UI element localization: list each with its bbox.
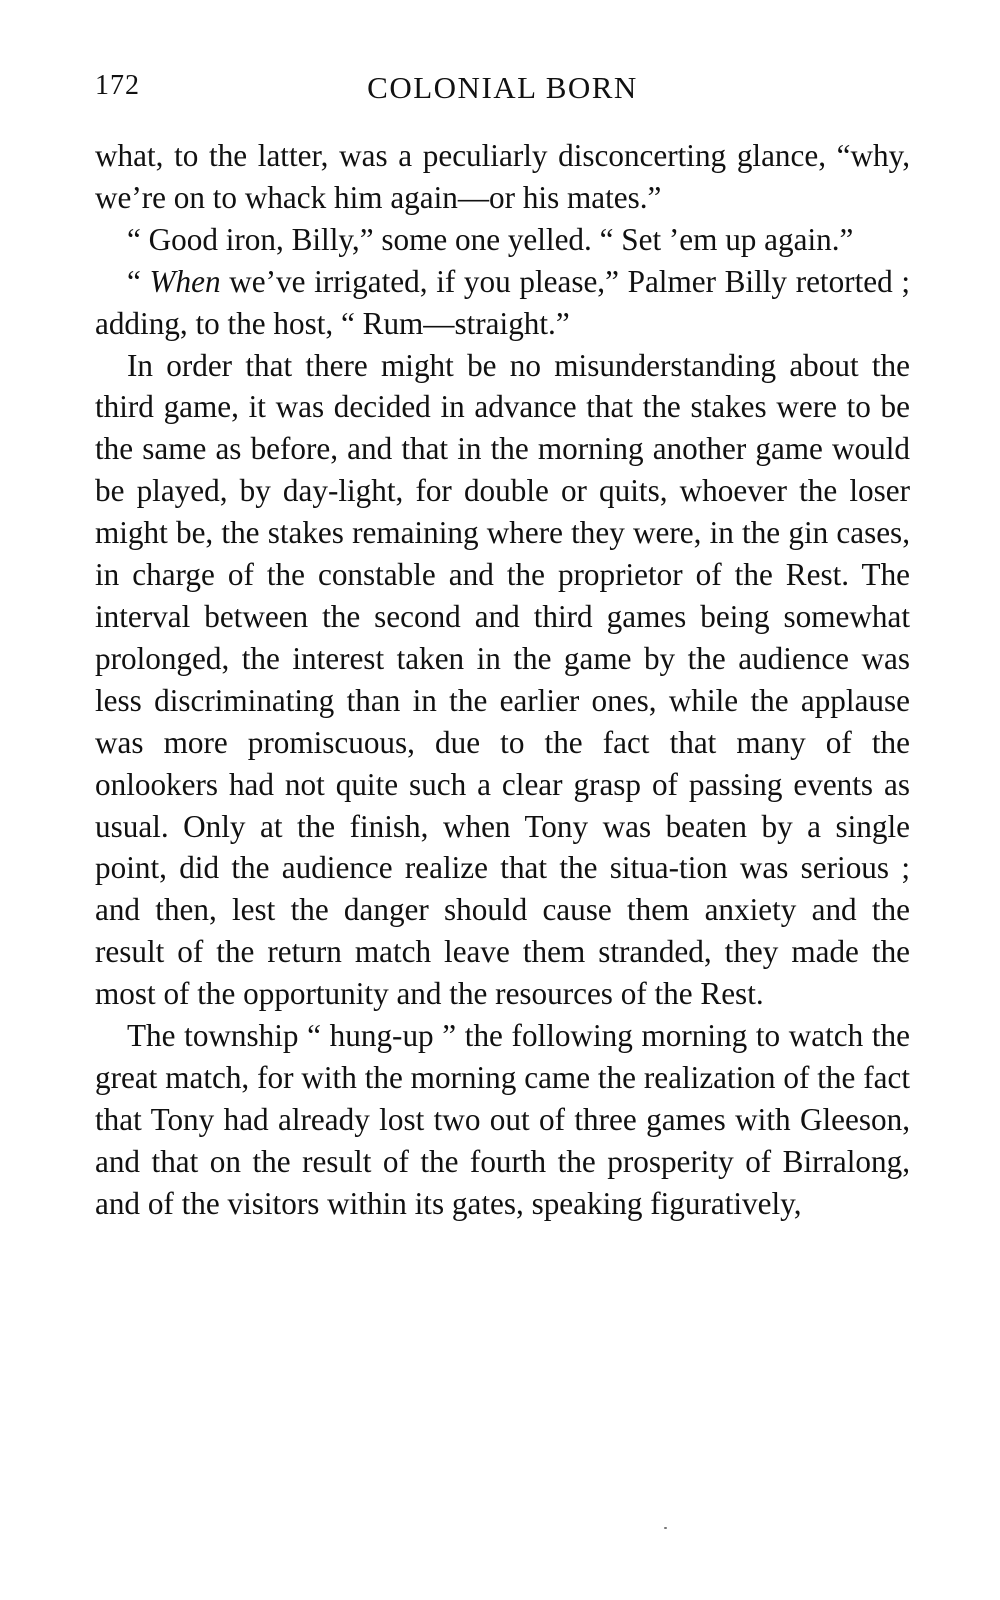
page-body bbox=[95, 135, 910, 1225]
running-title: COLONIAL BORN bbox=[367, 70, 638, 105]
page-number: 172 bbox=[95, 70, 140, 101]
paragraph bbox=[95, 261, 910, 345]
ink-speck bbox=[664, 1527, 667, 1529]
paragraph-text: we’ve irrigated, if you please,” Palmer Billy retorted ; adding, to the host, “ Rum—straight.” bbox=[95, 263, 911, 341]
paragraph: In order that there might be no misunderstanding about the third game, it was decided in advance that the stakes were to be the same as before, and that in the morning another game would be played, by day-light, for double or quits, whoever the loser might be, the stakes remaining where they were, in the gin cases, in charge of the constable and the proprietor of the Rest. The interval between the second and third games being somewhat prolonged, the interest taken in the game by the audience was less discriminating than in the earlier ones, while the applause was more promiscuous, due to the fact that many of the onlookers had not quite such a clear grasp of passing events as usual. Only at the finish, when Tony was beaten by a single point, did the audience realize that the situa-tion was serious ; and then, lest the danger should cause them anxiety and the result of the return match leave them stranded, they made the most of the opportunity and the resources of the Rest. bbox=[95, 347, 910, 1012]
italic-emphasis: When bbox=[149, 263, 221, 299]
page-header bbox=[95, 70, 910, 110]
paragraph: what, to the latter, was a peculiarly disconcerting glance, “why, we’re on to whack him again—or his mates.” bbox=[95, 138, 910, 215]
paragraph: The township “ hung-up ” the following morning to watch the great match, for with the morning came the realization of the fact that Tony had already lost two out of three games with Gleeson, and that on the result of the fourth the prosperity of Birralong, and of the visitors within its gates, speaking figuratively, bbox=[95, 1018, 910, 1221]
paragraph: “ Good iron, Billy,” some one yelled. “ Set ’em up again.” bbox=[127, 221, 854, 257]
paragraph-text: “ bbox=[127, 263, 150, 299]
